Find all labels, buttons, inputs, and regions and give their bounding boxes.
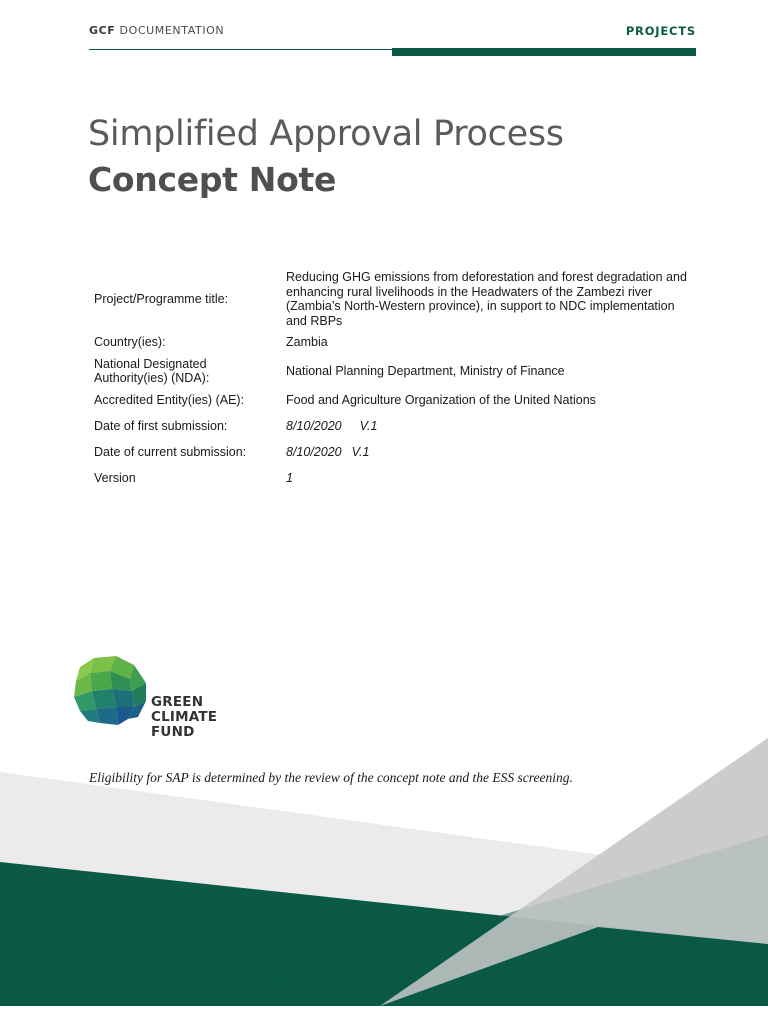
logo-line-green: GREEN (151, 694, 204, 710)
doc-label (89, 24, 224, 37)
version-label: Version (94, 470, 136, 485)
table-row (94, 439, 694, 465)
project-title-value: Reducing GHG emissions from deforestation and forest degradation and enhancing rural livelihoods in the Headwaters of the Zambezi river (Zambia’s North-Western province), in support to NDC implementation and RBPs (286, 270, 687, 328)
page-title-line2: Concept Note (88, 160, 337, 199)
nda-label: National Designated Authority(ies) (NDA): (94, 356, 210, 385)
first-submission-label: Date of first submission: (94, 418, 228, 433)
project-title-label: Project/Programme title: (94, 291, 229, 306)
table-row (94, 269, 694, 329)
first-submission-date: 8/10/2020 (286, 418, 342, 433)
table-row (94, 355, 694, 387)
table-row (94, 329, 694, 355)
table-row (94, 387, 694, 413)
globe-icon (72, 655, 148, 727)
logo-line-climate: CLIMATE (151, 709, 218, 725)
current-submission-value (286, 439, 694, 465)
current-submission-date: 8/10/2020 (286, 444, 342, 459)
table-row (94, 413, 694, 439)
page-title-line1: Simplified Approval Process (88, 114, 564, 154)
doc-label-rest: DOCUMENTATION (119, 24, 225, 37)
country-value: Zambia (286, 334, 328, 349)
project-details-table (94, 269, 694, 491)
logo-line-fund: FUND (151, 724, 195, 740)
gcf-logo (72, 655, 222, 745)
table-row (94, 465, 694, 491)
current-submission-label: Date of current submission: (94, 444, 247, 459)
ae-label: Accredited Entity(ies) (AE): (94, 392, 245, 407)
logo-wordmark (151, 695, 217, 740)
version-value: 1 (286, 470, 293, 485)
country-label: Country(ies): (94, 334, 166, 349)
first-submission-value (286, 413, 694, 439)
nda-value: National Planning Department, Ministry of Finance (286, 363, 565, 378)
doc-label-bold: GCF (89, 24, 116, 37)
ae-value: Food and Agriculture Organization of the United Nations (286, 392, 596, 407)
page-header (89, 0, 696, 60)
section-label: PROJECTS (625, 24, 696, 38)
header-rule-thin (89, 49, 396, 50)
first-submission-version: V.1 (359, 418, 378, 433)
current-submission-version: V.1 (351, 444, 370, 459)
eligibility-note: Eligibility for SAP is determined by the review of the concept note and the ESS screening. (89, 770, 573, 785)
header-rule-thick (392, 48, 696, 56)
